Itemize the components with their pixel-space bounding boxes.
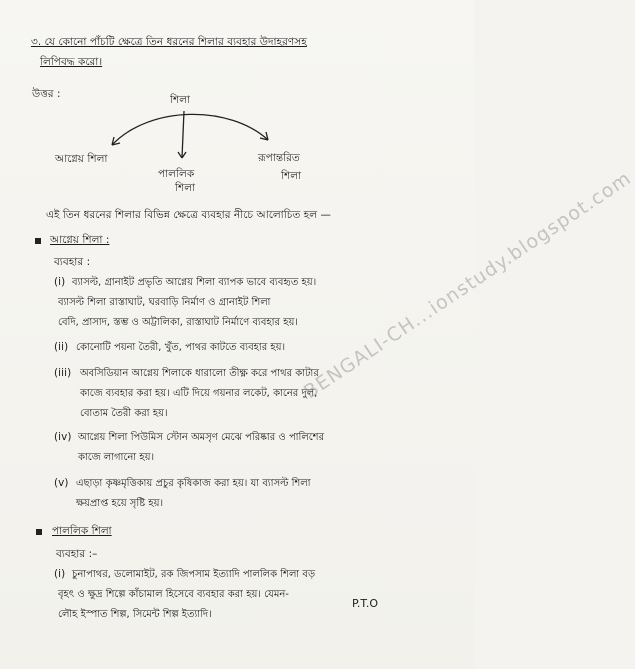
- igneous-item-3-line-2: কাজে ব্যবহার করা হয়। এটি দিয়ে গয়নার লকেট, কানের দুল,: [80, 388, 318, 399]
- sedimentary-item-1-line-2: বৃহৎ ও ক্ষুদ্র শিল্পে কাঁচামাল হিসেবে ব্যবহার করা হয়। যেমন-: [58, 589, 289, 600]
- answer-label: উত্তর :: [32, 88, 61, 100]
- sedimentary-heading: পাললিক শিলা: [52, 525, 112, 537]
- diagram-middle-label-2: শিলা: [175, 182, 196, 194]
- igneous-item-1-line-2: ব্যাসল্ট শিলা রাস্তাঘাট, ঘরবাড়ি নির্মাণ ও গ্রানাইট শিলা: [58, 297, 271, 308]
- igneous-item-5-marker: (v): [54, 477, 69, 489]
- right-arrow-head-icon: [260, 132, 268, 140]
- question-line-2: লিপিবদ্ধ করো।: [40, 56, 103, 68]
- igneous-item-1-marker: (i): [54, 276, 66, 288]
- diagram-middle-label-1: পাললিক: [158, 168, 195, 180]
- igneous-item-1-line-3: বেদি, প্রাসাদ, স্তম্ভ ও অট্টালিকা, রাস্তাঘাট নির্মাণে ব্যবহার হয়।: [58, 317, 298, 328]
- watermark: BENGALI-CH...ionstudy.blogspot.com: [300, 167, 635, 404]
- igneous-item-4-line-1: আগ্নেয় শিলা পিউমিস স্টোন অমসৃণ মেঝে পরিষ্কার ও পালিশের: [78, 432, 325, 443]
- pto-label: P.T.O: [352, 597, 378, 610]
- diagram-root-label: শিলা: [170, 94, 191, 106]
- question-line-1: ৩. যে কোনো পাঁচটি ক্ষেত্রে তিন ধরনের শিলার ব্যবহার উদাহরণসহ: [31, 36, 307, 48]
- section-bullet-icon: [36, 529, 42, 535]
- igneous-usage-label: ব্যবহার :: [54, 256, 91, 268]
- diagram-right-label-2: শিলা: [281, 170, 302, 182]
- igneous-item-4-line-2: কাজে লাগানো হয়।: [78, 452, 155, 463]
- diagram-arc: [112, 114, 268, 145]
- diagram-right-label-1: রূপান্তরিত: [258, 152, 300, 164]
- igneous-heading: আগ্নেয় শিলা :: [50, 234, 110, 246]
- diagram-stem: [182, 111, 184, 158]
- igneous-item-2-line-1: কোনোটি পয়না তৈরী, খুঁত, পাথর কাটতে ব্যবহার হয়।: [76, 342, 286, 353]
- middle-arrow-head-icon: [178, 152, 186, 158]
- igneous-item-1-line-1: ব্যাসল্ট, গ্রানাইট প্রভৃতি আগ্নেয় শিলা ব্যাপক ভাবে ব্যবহৃত হয়।: [72, 277, 317, 288]
- igneous-item-5-line-1: এছাড়া কৃষ্ণমৃত্তিকায় প্রচুর কৃষিকাজ করা হয়। যা ব্যাসল্ট শিলা: [76, 478, 311, 489]
- igneous-item-3-line-1: অবসিডিয়ান আগ্নেয় শিলাকে ধারালো তীক্ষ্ণ করে পাথর কাটার: [80, 368, 319, 379]
- sedimentary-item-1-line-1: চুনাপাথর, ডলোমাইট, রক জিপসাম ইত্যাদি পাললিক শিলা বড়: [72, 569, 316, 580]
- igneous-item-3-line-3: বোতাম তৈরী করা হয়।: [80, 408, 168, 419]
- diagram-left-label: আগ্নেয় শিলা: [55, 153, 108, 165]
- igneous-item-4-marker: (iv): [54, 431, 72, 443]
- sedimentary-item-1-marker: (i): [54, 568, 66, 580]
- sedimentary-usage-label: ব্যবহার :–: [56, 548, 98, 560]
- answer-intro: এই তিন ধরনের শিলার বিভিন্ন ক্ষেত্রে ব্যবহার নীচে আলোচিত হল —: [46, 209, 332, 221]
- sedimentary-item-1-line-3: লৌহ ইস্পাত শিল্প, সিমেন্ট শিল্প ইত্যাদি।: [58, 609, 212, 620]
- igneous-item-2-marker: (ii): [54, 341, 69, 353]
- section-bullet-icon: [35, 238, 41, 244]
- igneous-item-3-marker: (iii): [54, 367, 72, 379]
- igneous-item-5-line-2: ক্ষয়প্রাপ্ত হয়ে সৃষ্টি হয়।: [76, 498, 164, 509]
- left-arrow-head-icon: [112, 137, 120, 145]
